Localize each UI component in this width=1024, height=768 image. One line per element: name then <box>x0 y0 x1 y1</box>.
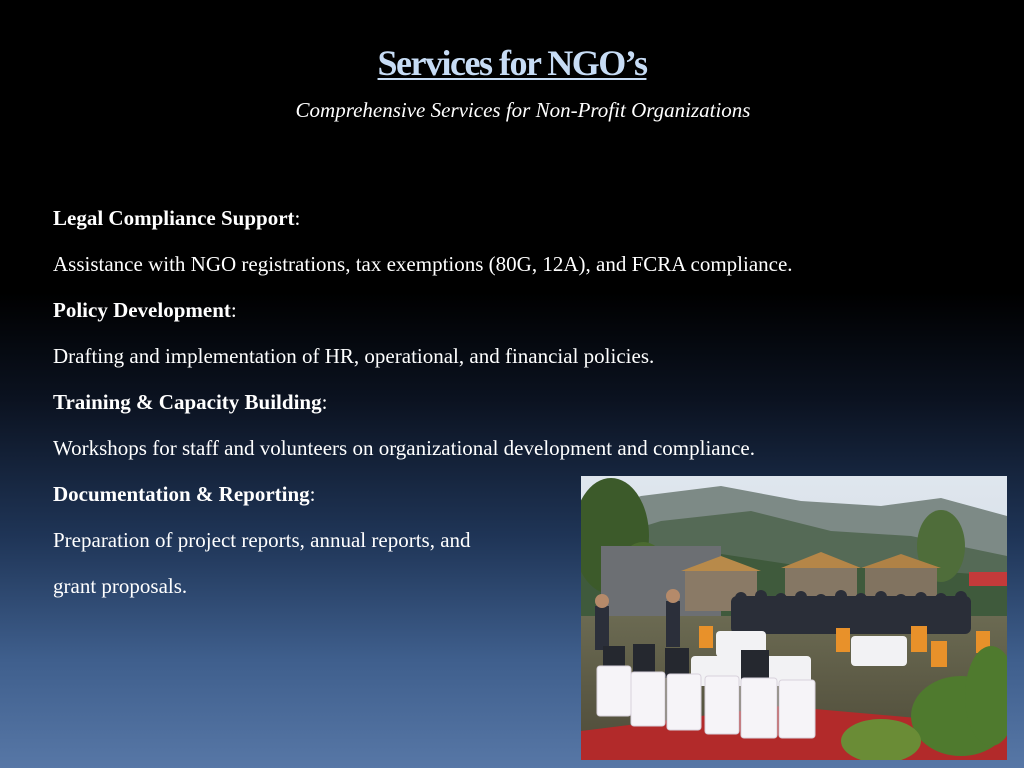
service-heading-legal <box>53 195 993 241</box>
service-description-documentation-line1: Preparation of project reports, annual reports, and <box>53 528 471 552</box>
service-description-training: Workshops for staff and volunteers on organizational development and compliance. <box>53 436 756 460</box>
service-heading-text: Legal Compliance Support <box>53 206 295 230</box>
service-heading-text: Documentation & Reporting <box>53 482 310 506</box>
service-heading-policy <box>53 287 993 333</box>
crowd <box>731 590 971 634</box>
event-photo <box>581 476 1007 760</box>
heading-colon: : <box>309 482 316 506</box>
heading-colon: : <box>230 298 237 322</box>
slide-subtitle: Comprehensive Services for Non-Profit Organizations <box>295 98 751 122</box>
heading-colon: : <box>294 206 301 230</box>
service-heading-training <box>53 379 993 425</box>
service-description-legal: Assistance with NGO registrations, tax exemptions (80G, 12A), and FCRA compliance. <box>53 252 793 276</box>
event-photo-illustration <box>581 476 1007 760</box>
canopy <box>969 572 1007 586</box>
service-description-policy: Drafting and implementation of HR, operational, and financial policies. <box>53 344 655 368</box>
service-description-documentation-line2: grant proposals. <box>53 574 188 598</box>
service-heading-text: Training & Capacity Building <box>53 390 322 414</box>
service-heading-text: Policy Development <box>53 298 231 322</box>
slide-title <box>0 42 1024 84</box>
slide-title-text: Services for NGO’s <box>377 43 647 83</box>
heading-colon: : <box>321 390 328 414</box>
